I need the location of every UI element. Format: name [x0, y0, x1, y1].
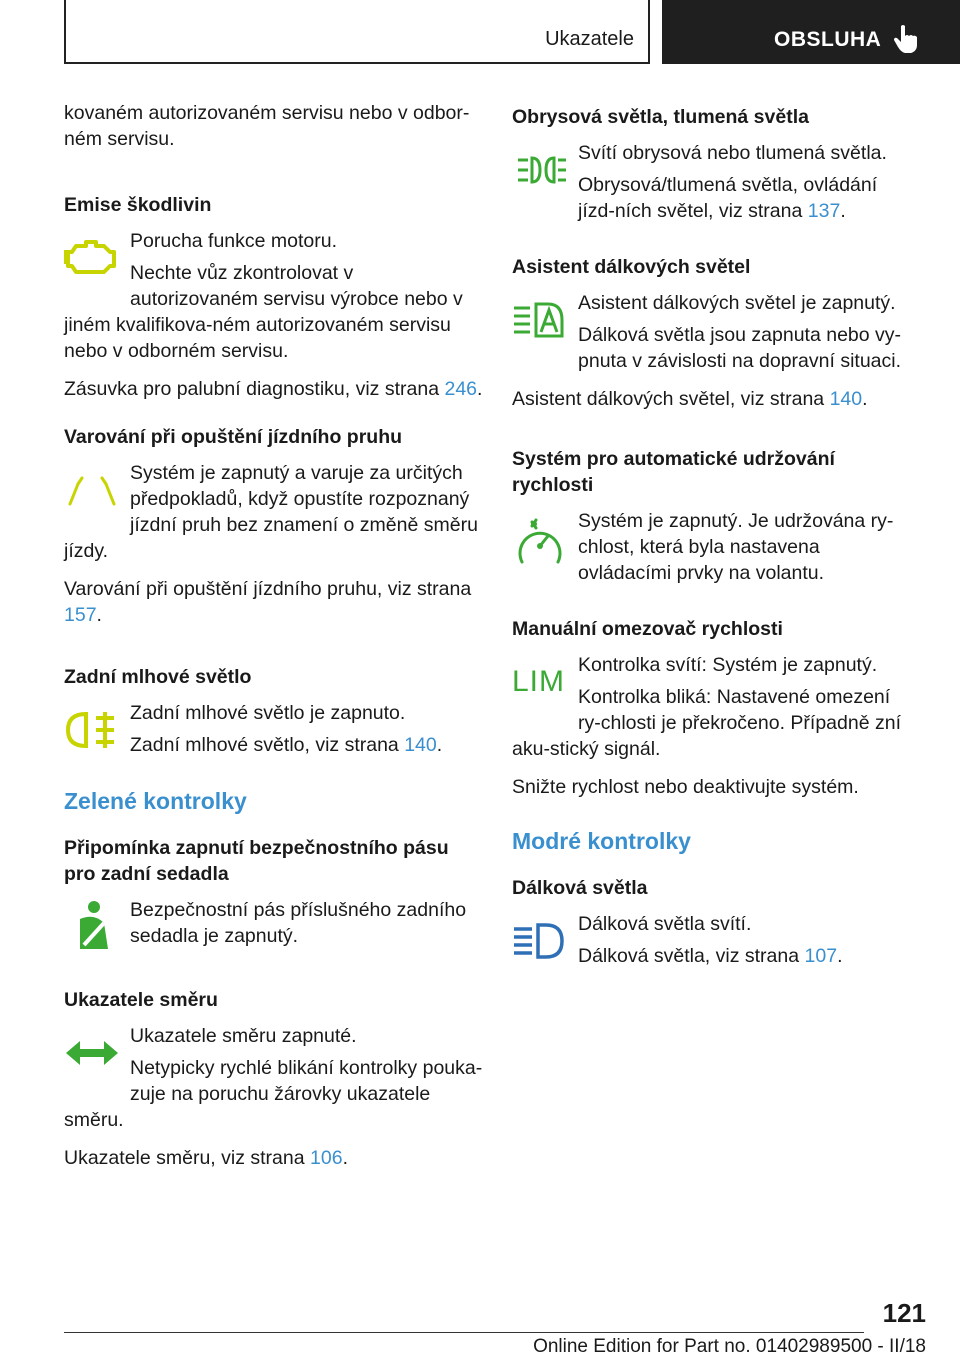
turn-ref-text: Ukazatele směru, viz strana — [64, 1147, 311, 1169]
parking-ref-link[interactable]: 137 — [807, 200, 841, 222]
fog-entry — [64, 700, 484, 760]
left-column — [64, 100, 484, 1171]
emise-heading: Emise škodlivin — [64, 194, 212, 216]
header-section-box — [662, 0, 960, 64]
lane-departure-icon — [64, 464, 120, 516]
hba-entry — [512, 290, 912, 374]
high-beam-entry — [512, 911, 912, 971]
lane-ref-end: . — [96, 604, 102, 626]
hba-ref-link[interactable]: 140 — [829, 388, 863, 410]
parking-ref-text: Obrysová/tlumená světla, ovládání jízd-ních světel, viz strana — [578, 174, 878, 222]
section-title: OBSLUHA — [774, 28, 882, 51]
parking-line1: Svítí obrysová nebo tlumená světla. — [578, 142, 887, 164]
hba-heading: Asistent dálkových světel — [512, 256, 751, 278]
fog-reference — [64, 732, 484, 758]
high-beam-ref-text: Dálková světla, viz strana — [578, 945, 805, 967]
fog-heading: Zadní mlhové světlo — [64, 666, 252, 688]
blue-lights-heading: Modré kontrolky — [512, 828, 691, 854]
turn-line2: Netypicky rychlé blikání kontrolky pouka-zuje na poruchu žárovky ukazatele směru. — [64, 1057, 483, 1131]
parking-entry — [512, 140, 912, 224]
belt-heading: Připomínka zapnutí bezpečnostního pásu pro zadní sedadla — [64, 837, 449, 885]
intro-text: kovaném autorizovaném servisu nebo v odbor-ném servisu. — [64, 102, 470, 150]
right-column — [512, 100, 912, 971]
footer-divider — [64, 1332, 864, 1333]
cruise-control-icon — [512, 512, 568, 572]
parking-line2 — [512, 172, 912, 224]
fog-ref-link[interactable]: 140 — [404, 734, 437, 756]
lane-ref-text: Varování při opuštění jízdního pruhu, viz strana — [64, 578, 472, 600]
parking-ref-end: . — [840, 200, 846, 222]
hba-reference — [512, 386, 912, 412]
fog-ref-text: Zadní mlhové světlo, viz strana — [130, 734, 405, 756]
emise-ref-text: Zásuvka pro palubní diagnostiku, viz strana — [64, 378, 445, 400]
turn-heading: Ukazatele směru — [64, 989, 218, 1011]
lim-heading: Manuální omezovač rychlosti — [512, 618, 783, 640]
cruise-heading: Systém pro automatické udržování rychlosti — [512, 448, 835, 496]
lane-line1: Systém je zapnutý a varuje za určitých předpokladů, když opustíte rozpoznaný jízdní pruh bez znamení o změně směru jízdy. — [64, 462, 478, 562]
lim-line1: Kontrolka svítí: Systém je zapnutý. — [578, 654, 878, 676]
cruise-line1: Systém je zapnutý. Je udržována ry-chlost, která byla nastavena ovládacími prvky na volantu. — [578, 510, 894, 584]
hba-ref-text: Asistent dálkových světel, viz strana — [512, 388, 830, 410]
pointing-hand-icon — [894, 24, 920, 54]
lane-ref-link[interactable]: 157 — [64, 604, 97, 626]
lane-heading: Varování při opuštění jízdního pruhu — [64, 426, 403, 448]
emise-ref-end: . — [477, 378, 483, 400]
high-beam-icon — [512, 915, 568, 967]
fog-ref-end: . — [436, 734, 443, 756]
emise-line2: Nechte vůz zkontrolovat v autorizovaném servisu výrobce nebo v jiném kvalifikova-ném autorizovaném servisu nebo v odborném servisu. — [64, 262, 463, 362]
high-beam-assist-icon — [512, 294, 568, 346]
header-chapter-box — [64, 0, 650, 64]
high-beam-heading: Dálková světla — [512, 877, 648, 899]
emise-ref-link[interactable]: 246 — [444, 378, 478, 400]
belt-entry — [64, 897, 484, 957]
turn-reference — [64, 1145, 484, 1171]
turn-entry — [64, 1023, 484, 1133]
lim-line3: Snižte rychlost nebo deaktivujte systém. — [512, 776, 859, 798]
emise-reference — [64, 376, 484, 402]
lim-icon-text: LIM — [512, 665, 566, 698]
emise-entry — [64, 228, 484, 364]
seatbelt-icon — [64, 901, 120, 953]
high-beam-reference — [512, 943, 912, 969]
chapter-title: Ukazatele — [545, 28, 634, 50]
parking-lights-icon — [512, 144, 568, 196]
high-beam-ref-link[interactable]: 107 — [804, 945, 838, 967]
engine-icon — [64, 232, 120, 284]
hba-ref-end: . — [862, 388, 868, 410]
green-lights-heading: Zelené kontrolky — [64, 788, 247, 814]
turn-ref-end: . — [342, 1147, 348, 1169]
lim-entry — [512, 652, 912, 762]
turn-ref-link[interactable]: 106 — [310, 1147, 343, 1169]
lane-entry — [64, 460, 484, 564]
lim-line2: Kontrolka bliká: Nastavené omezení ry-chlosti je překročeno. Případně zní aku-stický signál. — [512, 686, 901, 760]
hba-line1: Asistent dálkových světel je zapnutý. — [578, 292, 896, 314]
lane-reference — [64, 576, 484, 628]
high-beam-ref-end: . — [837, 945, 843, 967]
fog-line1: Zadní mlhové světlo je zapnuto. — [130, 702, 406, 724]
turn-signal-icon — [64, 1027, 120, 1079]
emise-line1: Porucha funkce motoru. — [130, 230, 338, 252]
footer-edition: Online Edition for Part no. 01402989500 - II/18 — [533, 1336, 926, 1357]
cruise-entry — [512, 508, 912, 586]
parking-heading: Obrysová světla, tlumená světla — [512, 106, 809, 128]
speed-limiter-icon — [512, 656, 568, 708]
turn-line1: Ukazatele směru zapnuté. — [130, 1025, 357, 1047]
high-beam-line1: Dálková světla svítí. — [578, 913, 752, 935]
rear-fog-light-icon — [64, 704, 120, 756]
page-number: 121 — [882, 1298, 926, 1328]
hba-line2: Dálková světla jsou zapnuta nebo vy-pnuta v závislosti na dopravní situaci. — [578, 324, 902, 372]
belt-line1: Bezpečnostní pás příslušného zadního sedadla je zapnutý. — [130, 899, 467, 947]
